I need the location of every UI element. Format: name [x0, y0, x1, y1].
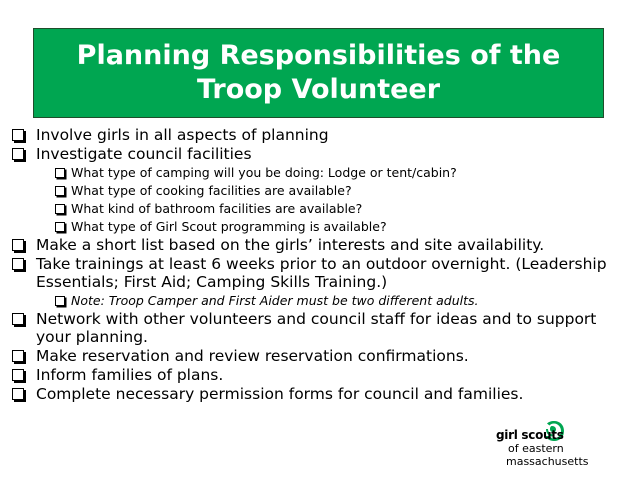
bullet-text: Make reservation and review reservation confirmations.: [36, 347, 469, 365]
checkbox-bullet-icon: [12, 258, 24, 270]
checkbox-bullet-icon: [55, 204, 65, 214]
checkbox-bullet-icon: [12, 148, 24, 160]
logo-line-3: massachusetts: [506, 455, 589, 468]
bullet-text: Involve girls in all aspects of planning: [36, 126, 329, 144]
checkbox-bullet-icon: [12, 369, 24, 381]
checkbox-bullet-icon: [55, 296, 65, 306]
checkbox-bullet-icon: [12, 129, 24, 141]
bullet-text: Inform families of plans.: [36, 366, 224, 384]
list-item: [6, 255, 634, 291]
sub-bullet-text: What kind of bathroom facilities are available?: [71, 201, 363, 216]
list-item: [6, 145, 634, 163]
checkbox-bullet-icon: [12, 350, 24, 362]
bullet-text: Network with other volunteers and council staff for ideas and to support your planning.: [36, 310, 597, 346]
sub-bullet-text: What type of camping will you be doing: Lodge or tent/cabin?: [71, 165, 457, 180]
checkbox-bullet-icon: [55, 168, 65, 178]
sub-list-item: [6, 200, 634, 218]
sub-bullet-text: What type of Girl Scout programming is available?: [71, 219, 387, 234]
bullet-list: [6, 126, 634, 404]
sub-list-item: [6, 164, 634, 182]
note-text: Note: Troop Camper and First Aider must be two different adults.: [71, 293, 479, 308]
checkbox-bullet-icon: [12, 313, 24, 325]
list-item: [6, 385, 634, 403]
slide-title: Planning Responsibilities of the Troop Volunteer: [76, 40, 561, 105]
logo-line-1: girl scouts: [496, 428, 564, 442]
list-item: [6, 126, 634, 144]
logo-line-2: of eastern: [508, 442, 564, 455]
bullet-text: Investigate council facilities: [36, 145, 252, 163]
checkbox-bullet-icon: [55, 186, 65, 196]
sub-list-item: [6, 292, 634, 310]
checkbox-bullet-icon: [12, 388, 24, 400]
bullet-text: Take trainings at least 6 weeks prior to an outdoor overnight. (Leadership Essentials; First Aid; Camping Skills Training.): [36, 255, 607, 291]
checkbox-bullet-icon: [12, 239, 24, 251]
bullet-text: Complete necessary permission forms for council and families.: [36, 385, 524, 403]
sub-bullet-text: What type of cooking facilities are available?: [71, 183, 352, 198]
checkbox-bullet-icon: [55, 222, 65, 232]
girl-scouts-logo: [496, 420, 616, 470]
sub-list-item: [6, 218, 634, 236]
list-item: [6, 310, 634, 346]
list-item: [6, 236, 634, 254]
bullet-text: Make a short list based on the girls’ interests and site availability.: [36, 236, 545, 254]
title-banner: [33, 28, 604, 118]
sub-list-item: [6, 182, 634, 200]
list-item: [6, 347, 634, 365]
list-item: [6, 366, 634, 384]
